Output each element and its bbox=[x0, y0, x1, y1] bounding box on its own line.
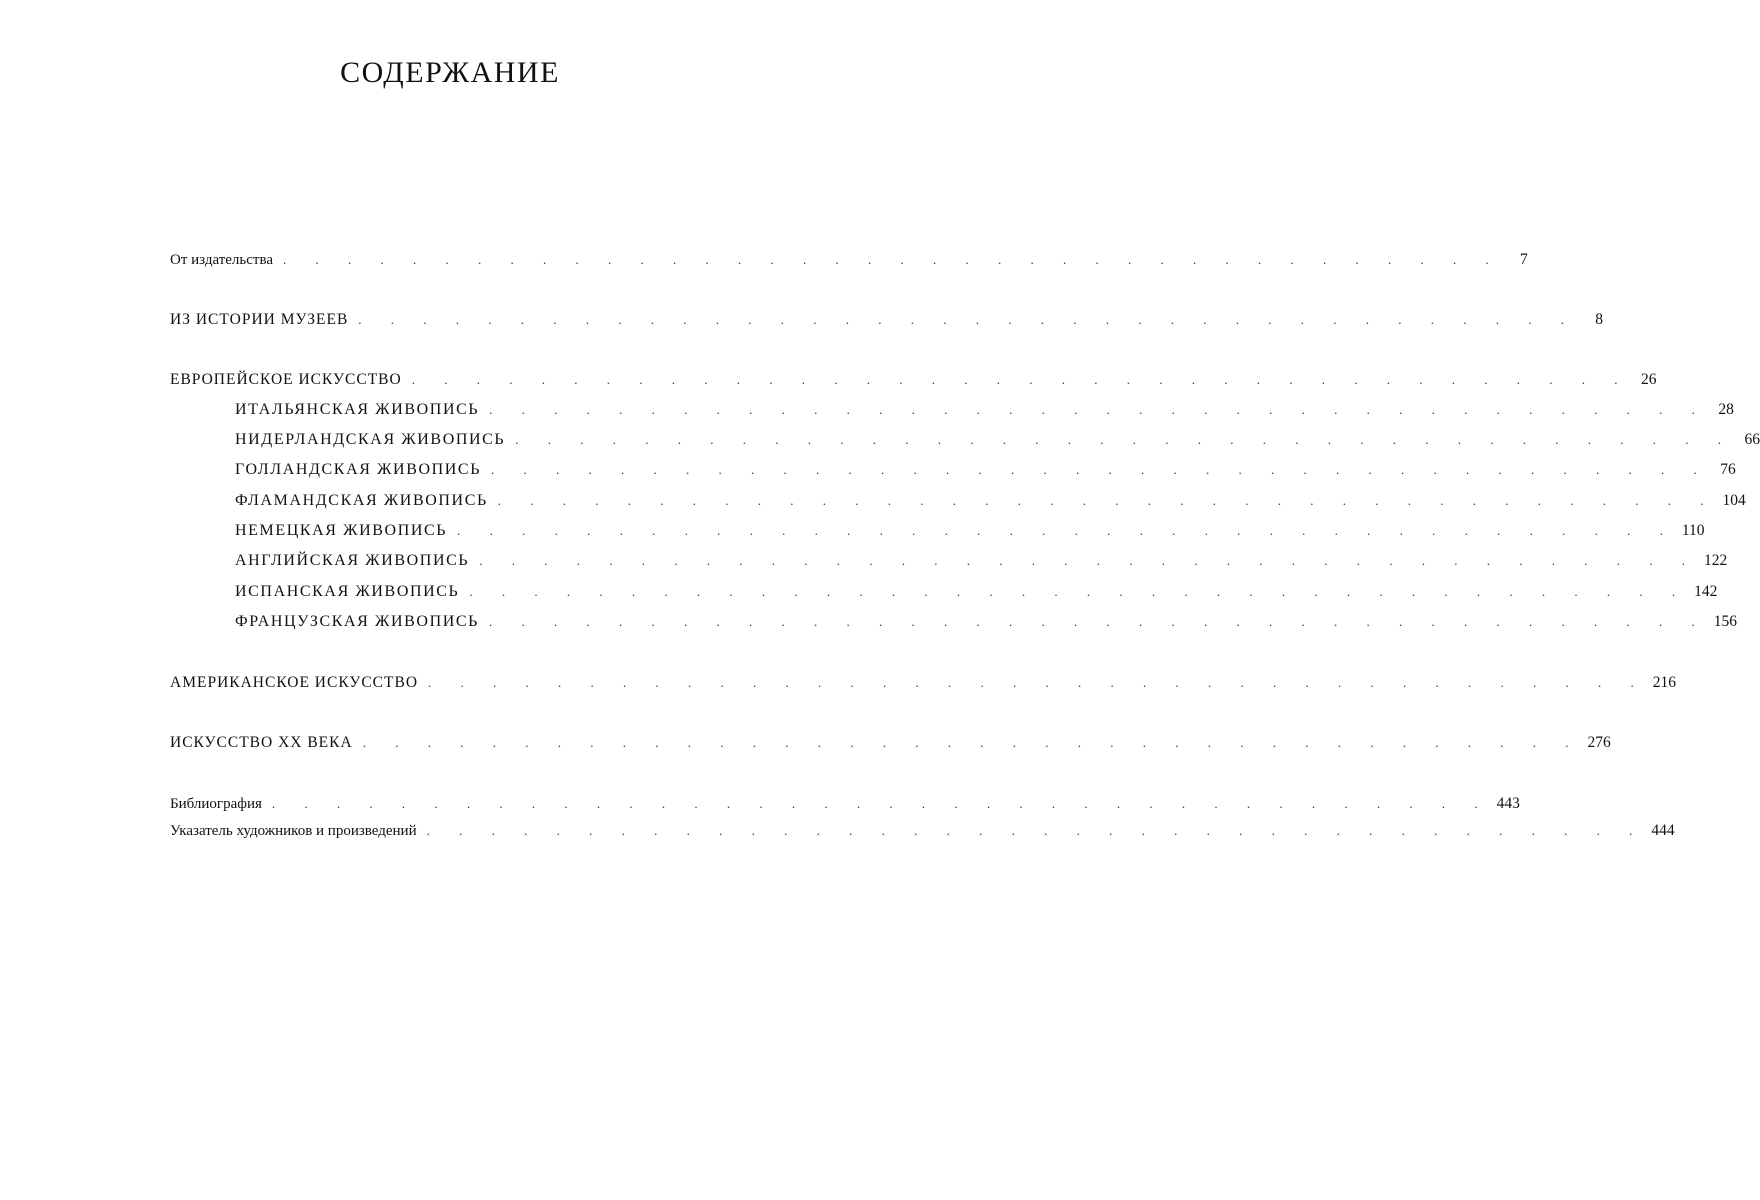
toc-entry-page: 156 bbox=[1713, 613, 1737, 630]
toc-entry-label: Указатель художников и произведений bbox=[170, 823, 417, 839]
dot-leader: . . . . . . . . . . . . . . . . . . . . . . . . . . . . . . . . . . . . . . bbox=[358, 312, 1578, 327]
toc-entry-page: 142 bbox=[1694, 583, 1718, 600]
dot-leader: . . . . . . . . . . . . . . . . . . . . . . . . . . . . . . . . . . . . . . bbox=[271, 796, 1491, 811]
dot-leader: . . . . . . . . . . . . . . . . . . . . . . . . . . . . . . . . . . . . . . bbox=[488, 614, 1708, 629]
toc-entry-page: 104 bbox=[1722, 492, 1746, 509]
page-title: СОДЕРЖАНИЕ bbox=[340, 56, 560, 89]
toc-entry-page: 444 bbox=[1651, 822, 1675, 839]
dot-leader: . . . . . . . . . . . . . . . . . . . . . . . . . . . . . . . . . . . . . . bbox=[283, 252, 1502, 267]
toc-entry-index[interactable] bbox=[170, 822, 1675, 846]
toc-entry-page: 122 bbox=[1703, 552, 1728, 569]
dot-leader: . . . . . . . . . . . . . . . . . . . . . . . . . . . . . . . . . . . . . . bbox=[479, 553, 1698, 568]
toc-entry-20th-century-art[interactable] bbox=[170, 734, 1611, 758]
toc-entry-page: 66 bbox=[1744, 431, 1760, 448]
toc-subentry-french[interactable] bbox=[235, 613, 1737, 637]
toc-entry-page: 8 bbox=[1595, 311, 1604, 328]
toc-subentry-dutch[interactable] bbox=[235, 461, 1736, 485]
toc-entry-page: 216 bbox=[1652, 674, 1677, 691]
toc-entry-label: АНГЛИЙСКАЯ ЖИВОПИСЬ bbox=[235, 552, 470, 569]
dot-leader: . . . . . . . . . . . . . . . . . . . . . . . . . . . . . . . . . . . . . . bbox=[515, 432, 1734, 447]
dot-leader: . . . . . . . . . . . . . . . . . . . . . . . . . . . . . . . . . . . . . . bbox=[411, 372, 1631, 387]
toc-entry-european-art[interactable] bbox=[170, 371, 1657, 395]
toc-entry-museum-history[interactable] bbox=[170, 311, 1604, 335]
toc-entry-page: 110 bbox=[1681, 522, 1705, 539]
toc-entry-label: ФРАНЦУЗСКАЯ ЖИВОПИСЬ bbox=[235, 613, 479, 630]
toc-subentry-spanish[interactable] bbox=[235, 583, 1718, 607]
toc-entry-page: 276 bbox=[1587, 734, 1611, 751]
toc-entry-label: ФЛАМАНДСКАЯ ЖИВОПИСЬ bbox=[235, 492, 488, 509]
toc-entry-page: 28 bbox=[1718, 401, 1734, 418]
dot-leader: . . . . . . . . . . . . . . . . . . . . . . . . . . . . . . . . . . . . . . bbox=[489, 402, 1708, 417]
toc-entry-bibliography[interactable] bbox=[170, 795, 1520, 819]
toc-entry-label: АМЕРИКАНСКОЕ ИСКУССТВО bbox=[170, 674, 419, 691]
dot-leader: . . . . . . . . . . . . . . . . . . . . . . . . . . . . . . . . . . . . . . bbox=[428, 675, 1647, 690]
dot-leader: . . . . . . . . . . . . . . . . . . . . . . . . . . . . . . . . . . . . . . bbox=[457, 523, 1676, 538]
toc-entry-american-art[interactable] bbox=[170, 674, 1677, 698]
dot-leader: . . . . . . . . . . . . . . . . . . . . . . . . . . . . . . . . . . . . . . bbox=[362, 735, 1582, 750]
toc-entry-label: ИЗ ИСТОРИИ МУЗЕЕВ bbox=[170, 311, 349, 328]
dot-leader: . . . . . . . . . . . . . . . . . . . . . . . . . . . . . . . . . . . . . . bbox=[491, 462, 1710, 477]
toc-entry-publisher-note[interactable] bbox=[170, 251, 1528, 275]
toc-entry-label: ГОЛЛАНДСКАЯ ЖИВОПИСЬ bbox=[235, 461, 481, 478]
toc-entry-label: Библиография bbox=[170, 796, 262, 812]
toc-entry-page: 76 bbox=[1720, 461, 1736, 478]
dot-leader: . . . . . . . . . . . . . . . . . . . . . . . . . . . . . . . . . . . . . . bbox=[469, 584, 1689, 599]
toc-entry-label: НИДЕРЛАНДСКАЯ ЖИВОПИСЬ bbox=[235, 431, 506, 448]
toc-subentry-english[interactable] bbox=[235, 552, 1728, 576]
toc-entry-label: От издательства bbox=[170, 252, 274, 268]
toc-entry-label: ИТАЛЬЯНСКАЯ ЖИВОПИСЬ bbox=[235, 401, 480, 418]
toc-entry-label: ИСПАНСКАЯ ЖИВОПИСЬ bbox=[235, 583, 460, 600]
toc-entry-label: ЕВРОПЕЙСКОЕ ИСКУССТВО bbox=[170, 371, 402, 388]
toc-entry-label: НЕМЕЦКАЯ ЖИВОПИСЬ bbox=[235, 522, 448, 539]
toc-subentry-german[interactable] bbox=[235, 522, 1705, 546]
toc-subentry-netherlandish[interactable] bbox=[235, 431, 1760, 455]
toc-subentry-italian[interactable] bbox=[235, 401, 1734, 425]
toc-entry-label: ИСКУССТВО XX ВЕКА bbox=[170, 734, 353, 751]
toc-entry-page: 26 bbox=[1640, 371, 1657, 388]
dot-leader: . . . . . . . . . . . . . . . . . . . . . . . . . . . . . . . . . . . . . . bbox=[426, 823, 1646, 838]
toc-entry-page: 7 bbox=[1520, 251, 1528, 268]
toc-subentry-flemish[interactable] bbox=[235, 492, 1746, 516]
toc-entry-page: 443 bbox=[1496, 795, 1520, 812]
dot-leader: . . . . . . . . . . . . . . . . . . . . . . . . . . . . . . . . . . . . . . bbox=[497, 493, 1717, 508]
